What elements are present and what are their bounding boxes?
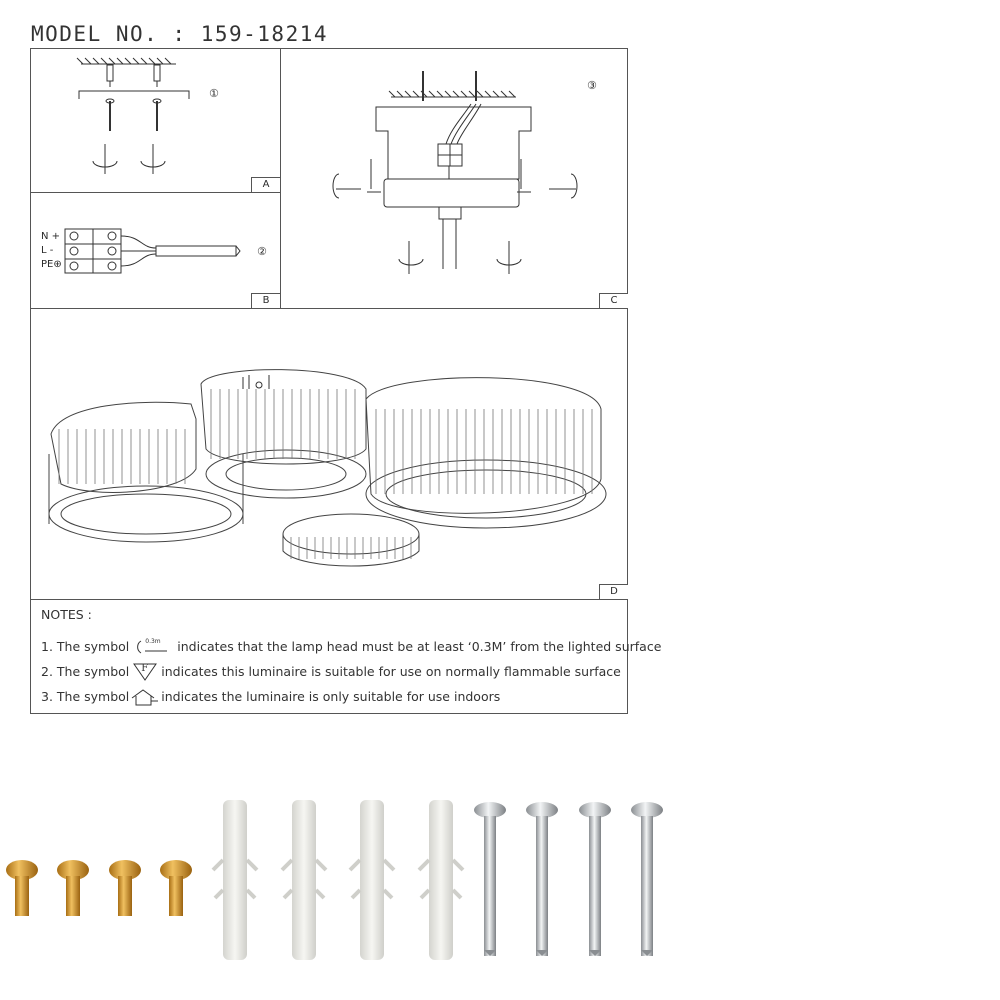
- panel-tag-d: D: [599, 584, 628, 599]
- distance-symbol-icon: [133, 639, 169, 655]
- silver-screw: [526, 802, 558, 956]
- wall-plug: [419, 800, 463, 960]
- terminal-block-drawing: [31, 193, 281, 309]
- instruction-sheet: [30, 48, 662, 714]
- ceiling-mount-drawing: [31, 49, 281, 193]
- terminal-label-l: L -: [41, 245, 54, 256]
- note-2-prefix: 2. The symbol: [41, 664, 130, 679]
- panel-c: [281, 49, 628, 309]
- panel-a: [31, 49, 281, 193]
- flammable-symbol-label: F: [141, 662, 149, 674]
- note-3-text: indicates the luminaire is only suitable for use indoors: [161, 689, 501, 704]
- step-number-c: ③: [587, 79, 597, 92]
- gold-screw: [109, 860, 141, 916]
- note-2-text: indicates this luminaire is suitable for use on normally flammable surface: [161, 664, 621, 679]
- step-number-b: ②: [257, 245, 267, 258]
- silver-screw: [474, 802, 506, 956]
- flammable-surface-icon: [133, 663, 157, 681]
- gold-screw: [6, 860, 38, 916]
- note-3: [41, 684, 661, 709]
- note-1: [41, 634, 661, 659]
- chandelier-drawing: [31, 309, 628, 600]
- step-number-a: ①: [209, 87, 219, 100]
- model-number: MODEL NO. : 159-18214: [31, 22, 329, 46]
- silver-screw: [579, 802, 611, 956]
- wall-plug: [350, 800, 394, 960]
- fixture-connection-drawing: [281, 49, 628, 309]
- panel-tag-a: A: [251, 177, 280, 192]
- notes-section: [41, 607, 661, 709]
- gold-screw: [160, 860, 192, 916]
- wall-plug: [282, 800, 326, 960]
- panel-tag-b: B: [251, 293, 280, 308]
- panel-d: [31, 309, 628, 600]
- gold-screw: [57, 860, 89, 916]
- distance-symbol-label: 0.3m: [145, 637, 161, 645]
- note-1-text: indicates that the lamp head must be at least ‘0.3M’ from the lighted surface: [177, 639, 662, 654]
- note-3-prefix: 3. The symbol: [41, 689, 130, 704]
- indoor-house-icon: [131, 688, 159, 706]
- terminal-label-n: N +: [41, 231, 61, 242]
- note-2: [41, 659, 661, 684]
- panel-b: [31, 193, 281, 309]
- wall-plug: [213, 800, 257, 960]
- silver-screw: [631, 802, 663, 956]
- terminal-label-pe: PE⊕: [41, 259, 62, 270]
- note-1-prefix: 1. The symbol: [41, 639, 130, 654]
- panel-tag-c: C: [599, 293, 628, 308]
- notes-heading: NOTES :: [41, 607, 92, 622]
- hardware-kit: [0, 790, 700, 960]
